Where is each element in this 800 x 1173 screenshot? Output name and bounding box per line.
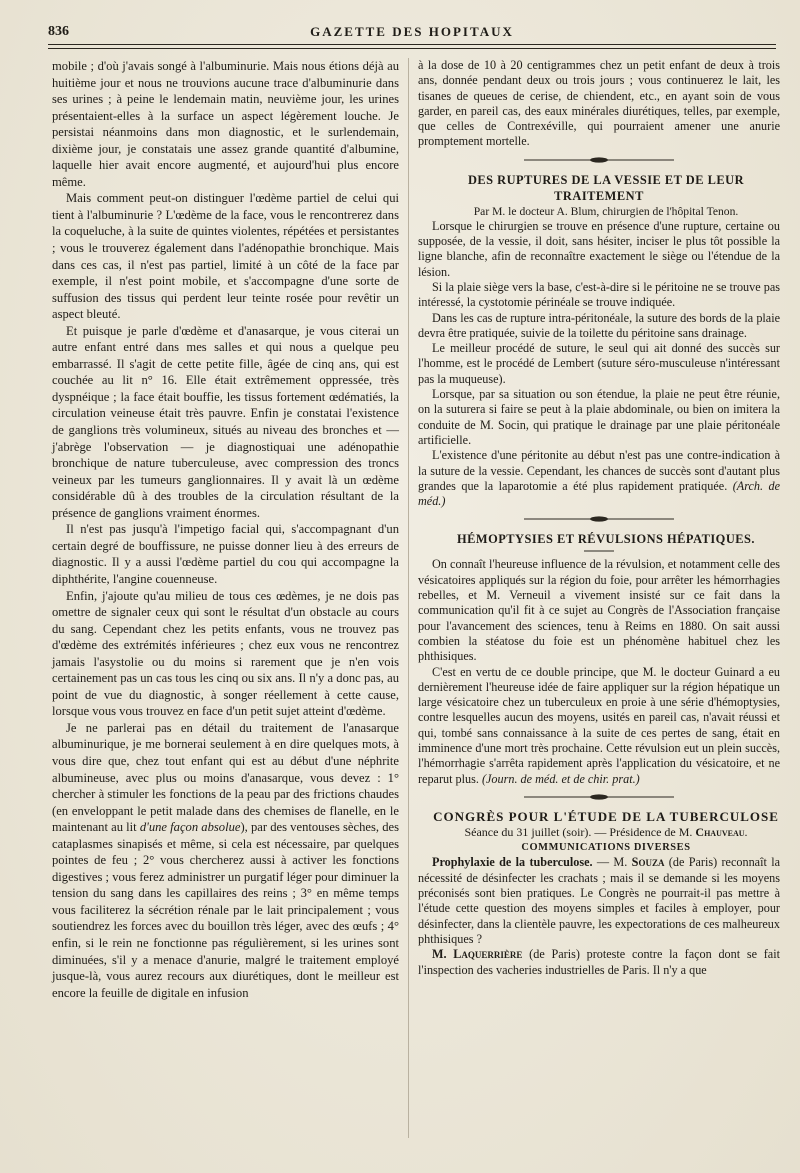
paragraph: Mais comment peut-on distinguer l'œdème partiel de celui qui tient à l'albuminurie ? L'œdème de la face, vous le rencontrerez dans la coqueluche, à la suite de quintes violentes, répétées et persistantes ; vous le trouverez également dans l'adénopathie bronchique. Mais dans ces cas, il n'est pas partiel, limité à un côté de la face par exemple, il n'est point mobile, et s'accompagne d'une sorte de suffusion des tissus qui perdent leur teinte rosée pour revêtir un aspect bleuté. <box>52 191 399 322</box>
paragraph: à la dose de 10 à 20 centigrammes chez un petit enfant de deux à trois ans, donnée pendant deux ou trois jours ; vous continuerez le lait, les tisanes de queues de cerise, de chiendent, etc., en ayant soin de vous garder, en pareil cas, des eaux minérales diurétiques, telles, par exemple, que celles de Contrexéville, qui pourraient amener une anurie promptement mortelle. <box>418 58 780 149</box>
paragraph: Il n'est pas jusqu'à l'impetigo facial qui, s'accompagnant d'un certain degré de bouffissure, ne puisse donner lieu à des erreurs de diagnostic. Il y a aussi l'œdème partiel du cou qui accompagne la diphthérite, l'angine couenneuse. <box>52 522 399 586</box>
text-run: (de Paris) reconnaît la nécessité de désinfecter les crachats ; mais il se demande si les moyens préconisés sont bien pratiques. Le Congrès ne pourrait-il pas mettre à l'étude cette question des moyens simples et faciles à employer, pour désinfecter, dans la clientèle pauvre, les expectorations de ces malheureux phthisiques ? <box>418 855 780 946</box>
paragraph: Dans les cas de rupture intra-péritonéale, la suture des bords de la plaie devra être pratiquée, suivie de la toilette du péritoine sans drainage. <box>418 310 780 340</box>
source-citation: (Journ. de méd. et de chir. prat.) <box>481 771 640 786</box>
text-run: L'existence d'une péritonite au début n'est pas une contre-indication à la suture de la vessie. Cependant, les chances de succès sont d'autant plus grandes que la laparotomie a été plus rapidement pratiquée. <box>418 448 780 493</box>
text-run: . <box>744 824 748 839</box>
left-column <box>52 58 399 1001</box>
paragraph: mobile ; d'où j'avais songé à l'albuminurie. Mais nous étions déjà au huitième jour et nous ne trouvions aucune trace d'albuminurie dans ses urines ; à peine le lendemain matin, neuvième jour, les urines présentaient-elles à la surface un aspect légèrement louche. Je persistai néanmoins dans mon diagnostic, et le surlendemain, dixième jour, je constatais une assez grande quantité d'albumine, laquelle hier avait encore augmenté, et aujourd'hui plus encore même. <box>52 59 399 189</box>
paragraph: Le meilleur procédé de suture, le seul qui ait donné des succès sur l'homme, est le procédé de Lembert (suture séro-musculeuse n'intéressant pas la muqueuse). <box>418 341 780 386</box>
paragraph <box>418 665 780 787</box>
paragraph <box>418 947 780 978</box>
column-divider <box>408 58 409 1138</box>
paragraph <box>52 720 399 1001</box>
source-citation: (Arch. de méd.) <box>418 478 780 509</box>
paragraph: Si la plaie siège vers la base, c'est-à-dire si le péritoine ne se trouve pas intéressé, la cystotomie périnéale se trouve indiquée. <box>418 279 780 310</box>
header-rule-thin <box>48 48 776 49</box>
paragraph: Lorsque, par sa situation ou son étendue, la plaie ne peut être réunie, on la suturera si faire se peut à la plaie abdominale, ou bien on imitera la conduite de M. Socin, qui pratique le drainage par une plaie péritonéale artificielle. <box>418 387 780 447</box>
text-run: ), par des ventouses sèches, des cataplasmes sinapisés et même, si cela est nécessaire, par quelques pointes de feu ; 2° vous chercherez aussi à activer les fonctions digestives ; vous ferez administrer un purgatif léger pour diminuer la tension du sang dans les capillaires des reins ; 3° en même temps vous faciliterez la sécrétion rénale par le lait principalement ; vous soutiendrez les forces avec du bouillon très léger, avec des œufs ; 4° enfin, si le rein ne fonctionne pas régulièrement, si les urines sont diminuées, s'il y a menace d'anurie, malgré le traitement employé jusque-là, vous aurez recours aux diurétiques, dont le meilleur est encore la feuille de digitale en infusion <box>52 820 399 1000</box>
article-byline: Par M. le docteur A. Blum, chirurgien de l'hôpital Tenon. <box>473 204 739 218</box>
section-ornament <box>524 515 674 523</box>
paragraph: Et puisque je parle d'œdème et d'anasarque, je vous citerai un autre enfant entré dans mes salles et qui nous a quelque peu embarrassé. Il s'agit de cette petite fille, âgée de cinq ans, qui est couchée au lit n° 16. Elle était extrêmement oppressée, très dyspnéique ; la face était bouffie, les tissus fortement œdématiés, la circulation veineuse était très pauvre. Enfin je constatai l'existence de ganglions très volumineux, situés au niveau des bronches et — j'abrège l'observation — je diagnostiquai une adénopathie bronchique de nature tuberculeuse, avec compression des troncs veineux par les tumeurs ganglionnaires. Il y avait là un œdème considérable dû à des troubles de la circulation résultant de la présence de ganglions vraiment énormes. <box>52 323 399 520</box>
section-ornament <box>524 156 674 164</box>
text-run: Séance du 31 juillet (soir). — Présidence de M. <box>464 824 696 839</box>
text-run: Je ne parlerai pas en détail du traitement de l'anasarque albuminurique, je me bornerai seulement à en dire quelques mots, à vous dire que, chez tout enfant qui est au début d'une néphrite albumineuse, avec plus ou moins d'anasarque, vous devez : 1° chercher à stimuler les fonctions de la peau par des frictions chaudes (en enveloppant le petit malade dans des chemises de flanelle, en le maintenant au lit <box>52 720 399 835</box>
text-run: (de Paris) proteste contre la façon dont se fait l'inspection des vacheries industrielles de Paris. Il n'y a que <box>418 947 780 977</box>
speaker-name: M. Laquerrière <box>432 947 523 962</box>
text-run: C'est en vertu de ce double principe, que M. le docteur Guinard a eu dernièrement l'heureuse idée de faire appliquer sur la région hépatique un large vésicatoire chez un tuberculeux en proie à une série d'hémoptysies, contre lesquelles aucun des moyens, usités en pareil cas, n'avait réussi et qui, tombé sans connaissance à la suite de ces pertes de sang, était en imminence d'une mort très prochaine. Cette révulsion eut un plein succès, l'hémorrhagie s'arrêta rapidement après l'application du vésicatoire, et ne reparut plus. <box>418 664 780 786</box>
subsection-heading: COMMUNICATIONS DIVERSES <box>521 842 691 854</box>
paragraph <box>418 448 780 509</box>
right-column <box>418 58 780 978</box>
page-number: 836 <box>48 24 69 39</box>
article-title: CONGRÈS POUR L'ÉTUDE DE LA TUBERCULOSE <box>433 808 779 824</box>
header-rule <box>48 44 776 45</box>
section-ornament <box>524 793 674 801</box>
session-line <box>418 825 780 840</box>
paragraph: Enfin, j'ajoute qu'au milieu de tous ces œdèmes, je ne dois pas omettre de signaler ceux qui sont le résultat d'un obstacle au cours du sang. Cependant chez les petits enfants, vous ne trouvez pas d'œdème des extrémités inférieures ; chez eux vous ne rencontrez jamais l'asystolie ou du moins si rarement que je n'en vois certainement pas un cas tous les cinq ou six ans. Il n'y a donc pas, au point de vue du diagnostic, à songer réellement à cette cause, lorsque vous vous trouvez en face d'un petit sujet atteint d'œdème. <box>52 588 399 719</box>
article-title: HÉMOPTYSIES ET RÉVULSIONS HÉPATIQUES. <box>456 532 756 547</box>
title-underline <box>584 549 614 553</box>
running-title: GAZETTE DES HOPITAUX <box>310 24 514 39</box>
paragraph-lead: Prophylaxie de la tuberculose. <box>432 855 593 870</box>
paragraph: On connaît l'heureuse influence de la révulsion, et notamment celle des vésicatoires appliqués sur la région du foie, pour arrêter les hémorrhagies rebelles, et M. Verneuil a vivement insisté sur ce fait dans la communication qu'il fit à ce sujet au Congrès de l'Association française pour l'avancement des sciences, tenu à Reims en 1880. On sait aussi combien la stéatose du foie est un phénomène habituel chez les phthisiques. <box>418 557 780 664</box>
article-title: DES RUPTURES DE LA VESSIE ET DE LEUR TRAITEMENT <box>467 172 745 203</box>
paragraph: Lorsque le chirurgien se trouve en présence d'une rupture, certaine ou supposée, de la vessie, il doit, sans hésiter, inciser le plus tôt possible la ligne blanche, afin de reconnaître exactement le siège ou l'étendue de la lésion. <box>418 218 780 279</box>
text-run: — M. <box>592 855 632 870</box>
emphasis: d'une façon absolue <box>139 820 241 835</box>
paragraph <box>418 855 780 947</box>
president-name: Chauveau <box>695 824 745 839</box>
speaker-name: Souza <box>631 855 665 870</box>
